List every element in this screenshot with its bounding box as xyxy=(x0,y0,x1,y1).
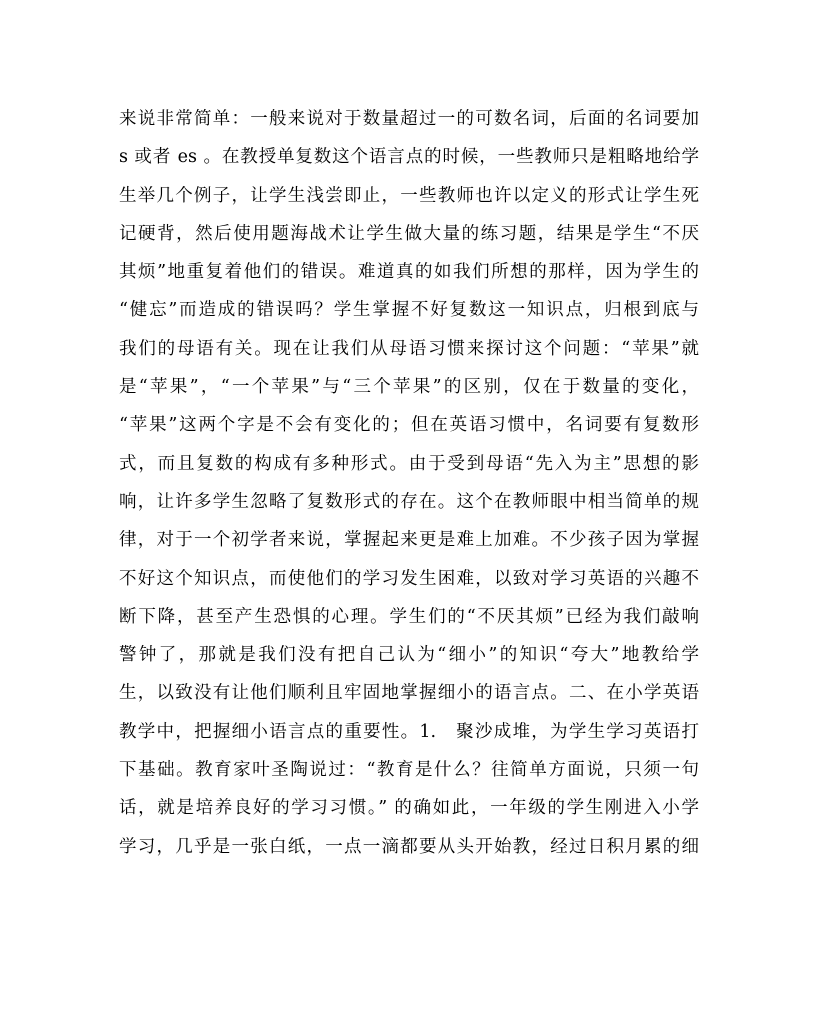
text-line: “健忘”而造成的错误吗？学生掌握不好复数这一知识点，归根到底与 xyxy=(119,300,699,321)
text-line: 式，而且复数的构成有多种形式。由于受到母语“先入为主”思想的影 xyxy=(119,453,699,474)
text-line: 其烦”地重复着他们的错误。难道真的如我们所想的那样，因为学生的 xyxy=(119,262,699,283)
text-line: 下基础。教育家叶圣陶说过：“教育是什么？往简单方面说，只须一句 xyxy=(119,760,699,781)
text-line: 来说非常简单：一般来说对于数量超过一的可数名词，后面的名词要加 xyxy=(119,109,699,129)
text-line: “苹果”这两个字是不会有变化的；但在英语习惯中，名词要有复数形 xyxy=(119,415,699,436)
text-line: s 或者 es 。在教授单复数这个语言点的时候，一些教师只是粗略地给学 xyxy=(119,147,699,168)
text-line: 生举几个例子，让学生浅尝即止，一些教师也许以定义的形式让学生死 xyxy=(119,185,699,206)
text-line: 响，让许多学生忽略了复数形式的存在。这个在教师眼中相当简单的规 xyxy=(119,491,699,512)
text-line: 记硬背，然后使用题海战术让学生做大量的练习题，结果是学生“不厌 xyxy=(119,223,699,244)
text-line: 律，对于一个初学者来说，掌握起来更是难上加难。不少孩子因为掌握 xyxy=(119,530,699,551)
body-paragraph xyxy=(119,100,699,866)
text-line: 生，以致没有让他们顺利且牢固地掌握细小的语言点。二、在小学英语 xyxy=(119,683,699,704)
text-line: 我们的母语有关。现在让我们从母语习惯来探讨这个问题：“苹果”就 xyxy=(119,338,699,359)
text-line: 教学中，把握细小语言点的重要性。1. 聚沙成堆，为学生学习英语打 xyxy=(119,721,699,742)
text-line: 话，就是培养良好的学习习惯。” 的确如此，一年级的学生刚进入小学 xyxy=(119,798,699,819)
text-line: 断下降，甚至产生恐惧的心理。学生们的“不厌其烦”已经为我们敲响 xyxy=(119,606,699,627)
text-line: 是“苹果”，“一个苹果”与“三个苹果”的区别，仅在于数量的变化， xyxy=(119,377,699,398)
text-line: 学习，几乎是一张白纸，一点一滴都要从头开始教，经过日积月累的细 xyxy=(119,836,699,857)
text-line: 不好这个知识点，而使他们的学习发生困难，以致对学习英语的兴趣不 xyxy=(119,568,699,589)
text-line: 警钟了，那就是我们没有把自己认为“细小”的知识“夸大”地教给学 xyxy=(119,645,699,666)
